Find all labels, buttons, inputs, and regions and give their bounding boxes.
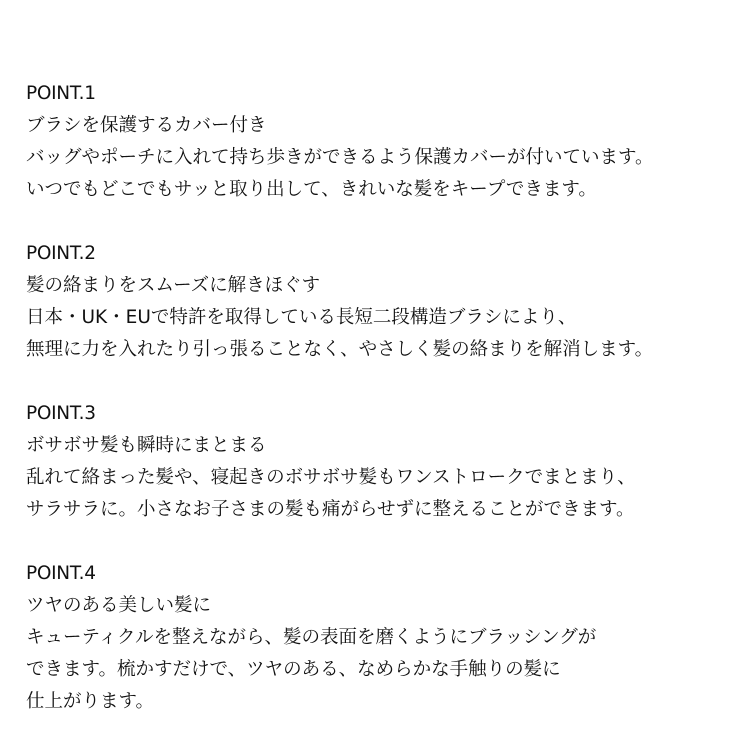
point-2 xyxy=(26,238,726,366)
point-1 xyxy=(26,78,726,206)
point-description-line: 無理に力を入れたり引っ張ることなく、やさしく髪の絡まりを解消します。 xyxy=(26,339,654,360)
point-description-line: キューティクルを整えながら、髪の表面を磨くようにブラッシングが xyxy=(26,627,597,648)
point-heading: ツヤのある美しい髪に xyxy=(26,595,212,616)
point-heading: 髪の絡まりをスムーズに解きほぐす xyxy=(26,275,321,296)
point-description-line: 乱れて絡まった髪や、寝起きのボサボサ髪もワンストロークでまとまり、 xyxy=(26,467,636,488)
point-3 xyxy=(26,398,726,526)
point-description-line: いつでもどこでもサッと取り出して、きれいな髪をキープできます。 xyxy=(26,179,597,200)
point-4 xyxy=(26,558,726,718)
point-title: POINT.2 xyxy=(26,243,96,264)
point-description-line: 仕上がります。 xyxy=(26,691,155,712)
point-title: POINT.3 xyxy=(26,403,96,424)
point-description-line: できます。梳かすだけで、ツヤのある、なめらかな手触りの髪に xyxy=(26,659,561,680)
point-description-line: 日本・UK・EUで特許を取得している長短二段構造ブラシにより、 xyxy=(26,307,577,328)
point-description-line: バッグやポーチに入れて持ち歩きができるよう保護カバーが付いています。 xyxy=(26,147,654,168)
point-title: POINT.4 xyxy=(26,563,96,584)
feature-points xyxy=(26,78,726,718)
point-description-line: サラサラに。小さなお子さまの髪も痛がらせずに整えることができます。 xyxy=(26,499,635,520)
point-heading: ブラシを保護するカバー付き xyxy=(26,115,267,136)
point-heading: ボサボサ髪も瞬時にまとまる xyxy=(26,435,267,456)
point-title: POINT.1 xyxy=(26,83,96,104)
